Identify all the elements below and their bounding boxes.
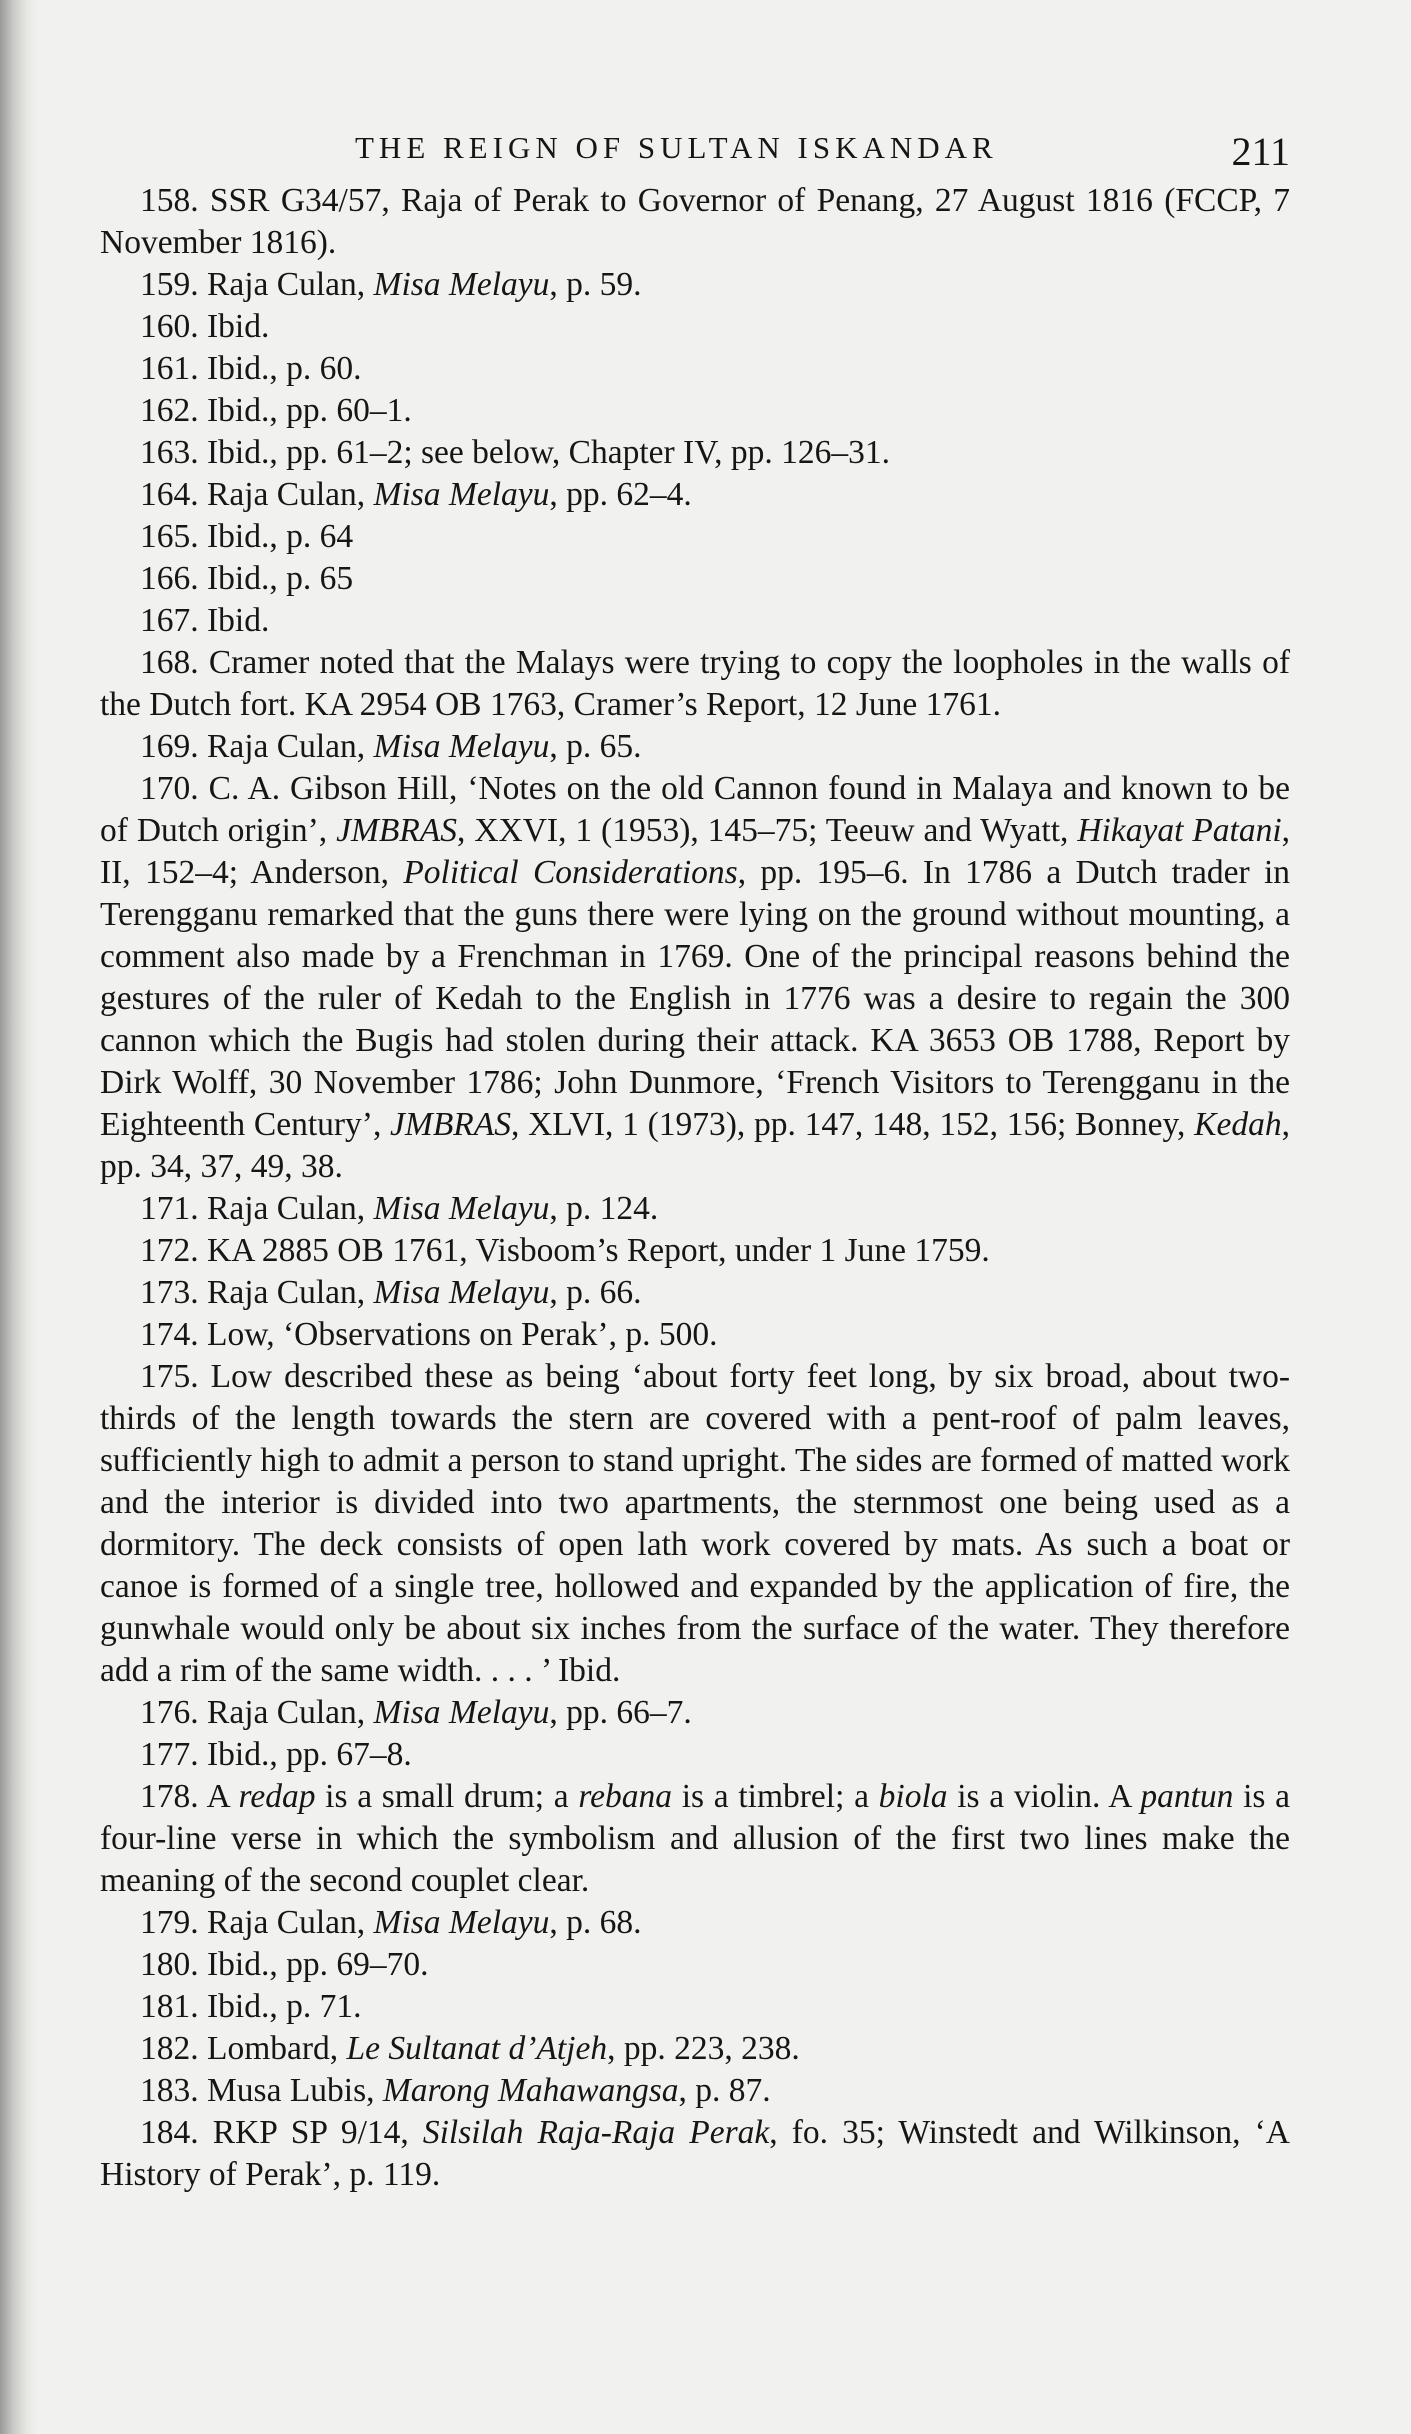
endnote (90, 1944, 1290, 1986)
endnote-italic-title: Misa Melayu (373, 476, 550, 513)
endnote-text: Cramer noted that the Malays were trying to copy the loopholes in the walls of the Dutch fort. KA 2954 OB 1763, Cramer’s Report, 12 June 1761. (100, 644, 1290, 723)
endnote-number: 182. (140, 2030, 199, 2067)
endnote-text: A (206, 1778, 239, 1815)
endnote-text: Raja Culan, (207, 1274, 374, 1311)
endnote-number: 162. (140, 392, 199, 429)
endnote-text: Ibid. (207, 308, 270, 345)
endnote-text: Ibid., p. 64 (207, 518, 354, 555)
endnote-number: 171. (140, 1190, 199, 1227)
endnote-number: 170. (140, 770, 199, 807)
endnote (90, 516, 1290, 558)
page-binding-shadow (0, 0, 38, 2434)
endnote-text: Ibid., pp. 60–1. (207, 392, 412, 429)
endnote-italic-title: Misa Melayu (373, 266, 550, 303)
endnote-text: , pp. 66–7. (549, 1694, 692, 1731)
endnote (90, 180, 1290, 264)
endnote-italic-title: Le Sultanat d’Atjeh (346, 2030, 608, 2067)
endnote-text: is a timbrel; a (672, 1778, 879, 1815)
endnote-text: Ibid., p. 65 (207, 560, 354, 597)
endnote-number: 180. (140, 1946, 199, 1983)
endnote (90, 390, 1290, 432)
endnote-italic-title: Misa Melayu (373, 1694, 550, 1731)
endnote-text: , XXVI, 1 (1953), 145–75; Teeuw and Wyatt, (457, 812, 1078, 849)
endnote (90, 600, 1290, 642)
endnote-text: Lombard, (207, 2030, 347, 2067)
endnote-text: Ibid., pp. 61–2; see below, Chapter IV, pp. 126–31. (207, 434, 890, 471)
endnote (90, 642, 1290, 726)
endnote-italic-title: Silsilah Raja-Raja Perak (422, 2114, 770, 2151)
endnote-number: 178. (140, 1778, 199, 1815)
endnote-text: Raja Culan, (207, 1190, 374, 1227)
endnote-italic-title: Hikayat Patani (1077, 812, 1282, 849)
endnote (90, 2028, 1290, 2070)
endnote-text: Ibid. (207, 602, 270, 639)
endnote-number: 179. (140, 1904, 199, 1941)
endnote-italic-title: Marong Mahawangsa (382, 2072, 679, 2109)
endnote-number: 175. (140, 1358, 199, 1395)
endnote-text: Low described these as being ‘about forty feet long, by six broad, about two-thirds of the length towards the stern are covered with a pent-roof of palm leaves, sufficiently high to admit a person to stand upright. The sides are formed of matted work and the interior is divided into two apartments, the sternmost one being used as a dormitory. The deck consists of open lath work covered by mats. As such a boat or canoe is formed of a single tree, hollowed and expanded by the application of fire, the gunwhale would only be about six inches from the surface of the water. They therefore add a rim of the same width. . . . ’ Ibid. (100, 1358, 1291, 1689)
endnote-number: 174. (140, 1316, 199, 1353)
endnote-text: Raja Culan, (207, 1904, 374, 1941)
book-page (90, 110, 1290, 2196)
endnote-number: 167. (140, 602, 199, 639)
endnote-text: Ibid., p. 60. (207, 350, 362, 387)
endnote-text: , p. 59. (549, 266, 642, 303)
endnote-number: 184. (140, 2114, 199, 2151)
endnote (90, 1986, 1290, 2028)
page-number: 211 (1231, 129, 1290, 174)
endnote-italic-title: Kedah (1194, 1106, 1282, 1143)
endnote-text: Ibid., pp. 69–70. (207, 1946, 429, 1983)
endnote-text: , pp. 195–6. In 1786 a Dutch trader in Terengganu remarked that the guns there were lying on the ground without mounting, a comment also made by a Frenchman in 1769. One of the principal reasons behind the gestures of the ruler of Kedah to the English in 1776 was a desire to regain the 300 cannon which the Bugis had stolen during their attack. KA 3653 OB 1788, Report by Dirk Wolff, 30 November 1786; John Dunmore, ‘French Visitors to Terengganu in the Eighteenth Century’, (100, 854, 1291, 1143)
endnote (90, 1230, 1290, 1272)
endnote-number: 173. (140, 1274, 199, 1311)
endnote-text: , p. 87. (678, 2072, 771, 2109)
endnote-number: 160. (140, 308, 199, 345)
endnote (90, 306, 1290, 348)
endnote-number: 168. (140, 644, 199, 681)
endnote (90, 1734, 1290, 1776)
endnote-number: 166. (140, 560, 199, 597)
endnote-italic-title: Misa Melayu (373, 1904, 550, 1941)
endnote-number: 163. (140, 434, 199, 471)
endnote (90, 1776, 1290, 1902)
endnote (90, 264, 1290, 306)
endnote-italic-title: biola (878, 1778, 948, 1815)
endnote-italic-title: Misa Melayu (373, 1190, 550, 1227)
endnote-text: is a small drum; a (315, 1778, 579, 1815)
endnote-text: , XLVI, 1 (1973), pp. 147, 148, 152, 156; Bonney, (510, 1106, 1195, 1143)
endnote-text: C. A. Gibson Hill, ‘Notes on the old Cannon found in Malaya and known to be of Dutch origin’, (100, 770, 1290, 849)
endnote-text: is a four-line verse in which the symbolism and allusion of the first two lines make the meaning of the second couplet clear. (100, 1778, 1290, 1899)
endnote (90, 558, 1290, 600)
endnote-text: , pp. 34, 37, 49, 38. (100, 1106, 1290, 1185)
endnote (90, 1692, 1290, 1734)
endnote (90, 768, 1290, 1188)
endnote (90, 2070, 1290, 2112)
endnote-italic-title: redap (238, 1778, 316, 1815)
endnote-text: Raja Culan, (207, 476, 374, 513)
endnote-text: , pp. 62–4. (549, 476, 692, 513)
endnote-text: Ibid., pp. 67–8. (207, 1736, 412, 1773)
endnote-text: , fo. 35; Winstedt and Wilkinson, ‘A History of Perak’, p. 119. (100, 2114, 1290, 2193)
endnote-text: Musa Lubis, (207, 2072, 383, 2109)
endnote-text: , p. 66. (549, 1274, 642, 1311)
endnote-text: , p. 65. (549, 728, 642, 765)
endnote (90, 348, 1290, 390)
endnote-italic-title: JMBRAS (390, 1106, 511, 1143)
endnote-text: RKP SP 9/14, (212, 2114, 423, 2151)
endnote-text: Raja Culan, (207, 266, 374, 303)
endnote-text: Low, ‘Observations on Perak’, p. 500. (207, 1316, 718, 1353)
endnote (90, 1902, 1290, 1944)
endnote-text: Raja Culan, (207, 1694, 374, 1731)
endnote (90, 1272, 1290, 1314)
endnote (90, 1188, 1290, 1230)
endnote-number: 177. (140, 1736, 199, 1773)
endnote-number: 159. (140, 266, 199, 303)
endnote-text: , pp. 223, 238. (607, 2030, 800, 2067)
endnote-number: 176. (140, 1694, 199, 1731)
endnote-number: 158. (140, 182, 199, 219)
endnote (90, 1314, 1290, 1356)
endnote-italic-title: pantun (1140, 1778, 1234, 1815)
endnote (90, 726, 1290, 768)
endnote (90, 1356, 1290, 1692)
endnote-text: Ibid., p. 71. (207, 1988, 362, 2025)
endnote-text: , p. 68. (549, 1904, 642, 1941)
endnote-number: 165. (140, 518, 199, 555)
endnote-italic-title: Misa Melayu (373, 1274, 550, 1311)
endnote (90, 2112, 1290, 2196)
endnote-text: Raja Culan, (207, 728, 374, 765)
endnotes-list (90, 180, 1290, 2196)
endnote-italic-title: rebana (578, 1778, 673, 1815)
endnote-text: KA 2885 OB 1761, Visboom’s Report, under 1 June 1759. (207, 1232, 990, 1269)
running-title: THE REIGN OF SULTAN ISKANDAR (355, 130, 998, 165)
endnote (90, 474, 1290, 516)
endnote-text: is a violin. A (947, 1778, 1141, 1815)
running-head (90, 110, 1290, 180)
endnote-number: 164. (140, 476, 199, 513)
endnote-number: 181. (140, 1988, 199, 2025)
endnote-text: , II, 152–4; Anderson, (100, 812, 1291, 891)
endnote-number: 183. (140, 2072, 199, 2109)
endnote-italic-title: Political Considerations (403, 854, 738, 891)
endnote-number: 169. (140, 728, 199, 765)
endnote (90, 432, 1290, 474)
endnote-number: 172. (140, 1232, 199, 1269)
endnote-italic-title: JMBRAS (336, 812, 458, 849)
endnote-text: SSR G34/57, Raja of Perak to Governor of Penang, 27 August 1816 (FCCP, 7 November 1816). (100, 182, 1291, 261)
endnote-italic-title: Misa Melayu (373, 728, 550, 765)
endnote-text: , p. 124. (549, 1190, 659, 1227)
endnote-number: 161. (140, 350, 199, 387)
